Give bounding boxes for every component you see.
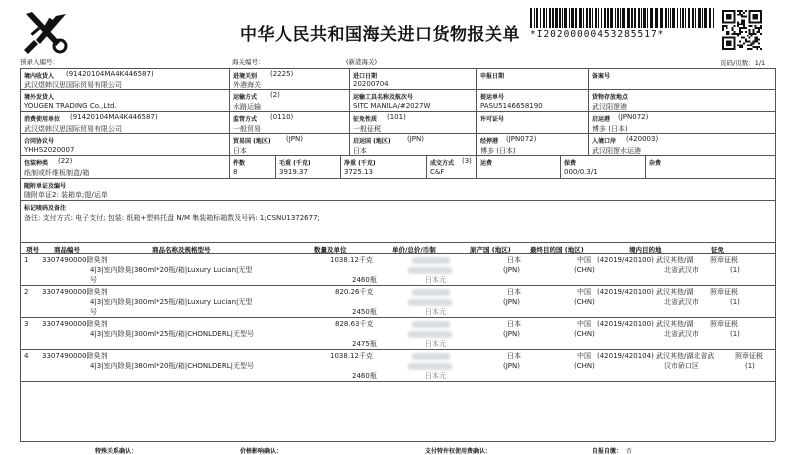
th-destination: 最终目的国 (地区)	[530, 246, 584, 254]
row-dest-code: (CHN)	[574, 330, 595, 338]
row-origin-code: (JPN)	[503, 266, 520, 274]
row-levy: 照章征税	[735, 352, 763, 360]
row-code: 3307490000除臭剂	[42, 288, 108, 296]
row-no: 3	[24, 320, 29, 328]
row-dest: 中国	[577, 288, 591, 296]
th-origin: 原产国 (地区)	[470, 246, 511, 254]
supervision-code: (0110)	[270, 113, 294, 121]
trade-country-label: 贸易国 (地区)	[233, 138, 271, 145]
origin-country-label: 启运国 (地区)	[353, 138, 391, 145]
levy-value: 一般征税	[353, 125, 381, 133]
storage-value: 武汉阳逻港	[592, 103, 627, 111]
levy-label: 征免性质	[353, 116, 378, 123]
license-label: 许可证号	[480, 116, 505, 123]
supervision-value: 一般贸易	[233, 125, 261, 133]
bl-value: PASU5146658190	[480, 102, 543, 110]
gross-value: 3919.37	[279, 168, 308, 176]
levy-code: (101)	[387, 113, 406, 121]
row-dest: 中国	[577, 320, 591, 328]
row-levy: 照章征税	[710, 256, 738, 264]
via-port-code: (JPN072)	[506, 135, 537, 143]
net-label: 净重 (千克)	[344, 160, 376, 167]
row-currency: 日本元	[425, 340, 446, 348]
import-date-label: 进口日期	[353, 73, 378, 80]
row-no: 1	[24, 256, 29, 264]
departure-port-label: 启运港	[592, 116, 611, 123]
row-levy-code: (1)	[730, 266, 740, 274]
marks-value: 备注: 支付方式: 电子支付; 包装: 纸箱+塑料托盘 N/M 集装箱标箱数及号码: 1;CSNU1372677;	[24, 214, 320, 222]
shipper-value: YOUGEN TRADING Co.,Ltd.	[24, 102, 117, 110]
row-dest: 中国	[577, 352, 591, 360]
special-relation-label: 特殊关系确认：	[95, 448, 138, 455]
row-origin: 日本	[507, 352, 521, 360]
row-domestic-cont: 北省武汉市	[664, 266, 699, 274]
deal-value: C&F	[430, 168, 445, 176]
row-levy: 照章征税	[710, 288, 738, 296]
row-levy: 照章征税	[710, 320, 738, 328]
consumer-label: 消费使用单位	[24, 116, 61, 123]
filing-no-label: 备案号	[592, 73, 611, 80]
th-quantity: 数量及单位	[314, 246, 347, 254]
self-pay-label: 自报自缴：	[592, 448, 623, 455]
entry-customs-value: 外港海关	[233, 81, 261, 89]
th-levy: 征免	[711, 246, 724, 254]
import-date-value: 20200704	[353, 80, 389, 88]
entry-port-label: 入境口岸	[592, 138, 617, 145]
entry-port-value: 武汉阳逻水运港	[592, 147, 641, 155]
row-qty: 820.26千克	[335, 288, 374, 296]
marks-label: 标记唛码及备注	[24, 205, 67, 212]
customs-no-value: (新港海关)	[346, 58, 378, 66]
docs-value: 随附单证2: 装箱单;提/运单	[24, 191, 108, 199]
row-qty-unit: 2475瓶	[352, 340, 377, 348]
row-domestic-cont: 北省武汉市	[664, 298, 699, 306]
via-port-label: 经停港	[480, 138, 499, 145]
docs-label: 随附单证及编号	[24, 183, 67, 190]
consignee-label: 境内收货人	[24, 73, 55, 80]
transport-mode-label: 运输方式	[233, 94, 258, 101]
barcode-number: *I20200000453285517*	[530, 29, 665, 40]
row-qty: 1038.12千克	[330, 352, 373, 360]
trade-country-value: 日本	[233, 147, 247, 155]
package-label: 包装种类	[24, 160, 49, 167]
th-item-no: 项号	[26, 246, 39, 254]
vessel-value: SITC MANILA/#2027W	[353, 102, 431, 110]
customs-no-label: 海关编号：	[232, 58, 265, 66]
net-value: 3725.13	[344, 168, 373, 176]
insurance-label: 保费	[564, 160, 577, 167]
row-no: 2	[24, 288, 29, 296]
barcode	[530, 8, 715, 28]
consignee-name: 武汉煜韩汉思国际贸易有限公司	[24, 81, 122, 89]
departure-port-code: (JPN072)	[618, 113, 649, 121]
pre-entry-label: 预录入编号：	[20, 58, 59, 66]
row-origin-code: (JPN)	[503, 298, 520, 306]
row-currency: 日本元	[425, 276, 446, 284]
th-commodity-code: 商品编号	[54, 246, 80, 254]
row-dest-code: (CHN)	[574, 362, 595, 370]
customs-emblem-icon	[20, 10, 72, 58]
row-levy-code: (1)	[745, 362, 755, 370]
contract-label: 合同协议号	[24, 138, 55, 145]
consignee-code: (91420104MA4K446587)	[66, 70, 154, 78]
row-origin-code: (JPN)	[503, 362, 520, 370]
row-spec: 4|3|室内除臭|380ml*20瓶/箱|Luxury Lucian|无型	[90, 266, 253, 274]
row-qty-unit: 2450瓶	[352, 308, 377, 316]
pieces-value: 8	[233, 168, 238, 176]
row-currency: 日本元	[425, 308, 446, 316]
row-code: 3307490000除臭剂	[42, 320, 108, 328]
royalty-label: 支付特许权使用费确认：	[425, 448, 492, 455]
row-domestic-cont: 汉市硚口区	[664, 362, 699, 370]
self-pay-value: 否	[626, 448, 633, 455]
document-title: 中华人民共和国海关进口货物报关单	[240, 25, 520, 45]
row-domestic: (42019/420104) 武汉其他/湖北省武	[597, 352, 715, 360]
departure-port-value: 博多 (日本)	[592, 125, 628, 133]
row-origin: 日本	[507, 320, 521, 328]
row-code: 3307490000除臭剂	[42, 256, 108, 264]
origin-country-value: 日本	[353, 147, 367, 155]
supervision-label: 监管方式	[233, 116, 258, 123]
bl-label: 提运单号	[480, 94, 505, 101]
row-qty: 828.63千克	[335, 320, 374, 328]
row-dest: 中国	[577, 256, 591, 264]
pieces-label: 件数	[233, 160, 246, 167]
entry-port-code: (420003)	[626, 135, 659, 143]
row-spec: 4|3|室内除臭|300ml*25瓶/箱|Luxury Lucian|无型	[90, 298, 253, 306]
insurance-value: 000/0.3/1	[564, 168, 598, 176]
package-value: 纸制或纤维板制盒/箱	[24, 169, 90, 177]
origin-country-code: (JPN)	[407, 135, 424, 143]
row-dest-code: (CHN)	[574, 298, 595, 306]
entry-customs-label: 进境关别	[233, 73, 258, 80]
freight-label: 运费	[480, 160, 493, 167]
row-qty: 1038.12千克	[330, 256, 373, 264]
row-spec: 4|3|室内除臭|380ml*20瓶/箱|CHONLDERL|无型号	[90, 362, 254, 370]
consumer-code: (91420104MA4K446587)	[70, 113, 158, 121]
row-levy-code: (1)	[730, 330, 740, 338]
transport-mode-code: (2)	[270, 91, 280, 99]
consumer-name: 武汉煜韩汉思国际贸易有限公司	[24, 125, 122, 133]
th-domestic-dest: 境内目的地	[629, 246, 662, 254]
declare-date-label: 申报日期	[480, 73, 505, 80]
row-spec: 4|3|室内除臭|300ml*25瓶/箱|CHONLDERL|无型号	[90, 330, 254, 338]
gross-label: 毛重 (千克)	[279, 160, 311, 167]
row-domestic: (42019/420100) 武汉其他/湖	[597, 256, 694, 264]
row-code: 3307490000除臭剂	[42, 352, 108, 360]
row-qty-unit: 2460瓶	[352, 276, 377, 284]
contract-value: YHHS2020007	[24, 146, 75, 154]
trade-country-code: (JPN)	[286, 135, 303, 143]
row-domestic: (42019/420100) 武汉其他/湖	[597, 320, 694, 328]
qr-code	[722, 10, 762, 50]
transport-mode-value: 水路运输	[233, 103, 261, 111]
row-dest-code: (CHN)	[574, 266, 595, 274]
row-currency: 日本元	[425, 372, 446, 380]
row-domestic: (42019/420100) 武汉其他/湖	[597, 288, 694, 296]
misc-label: 杂费	[649, 160, 662, 167]
row-no: 4	[24, 352, 29, 360]
row-spec-cont: 号	[90, 276, 97, 284]
th-price: 单价/总价/币制	[392, 246, 436, 254]
row-spec-cont: 号	[90, 308, 97, 316]
via-port-value: 博多 (日本)	[480, 147, 516, 155]
page-number: 页码/页数：1/1	[720, 59, 766, 67]
row-origin-code: (JPN)	[503, 330, 520, 338]
entry-customs-code: (2225)	[270, 70, 294, 78]
storage-label: 货物存放地点	[592, 94, 629, 101]
vessel-label: 运输工具名称及航次号	[353, 94, 414, 101]
deal-code: (3)	[462, 157, 472, 165]
row-domestic-cont: 北省武汉市	[664, 330, 699, 338]
deal-label: 成交方式	[430, 160, 455, 167]
row-levy-code: (1)	[730, 298, 740, 306]
row-origin: 日本	[507, 288, 521, 296]
row-qty-unit: 2460瓶	[352, 372, 377, 380]
th-spec: 商品名称及规格型号	[152, 246, 211, 254]
shipper-label: 境外发货人	[24, 94, 55, 101]
price-impact-label: 价格影响确认：	[240, 448, 283, 455]
package-code: (22)	[58, 157, 73, 165]
row-origin: 日本	[507, 256, 521, 264]
